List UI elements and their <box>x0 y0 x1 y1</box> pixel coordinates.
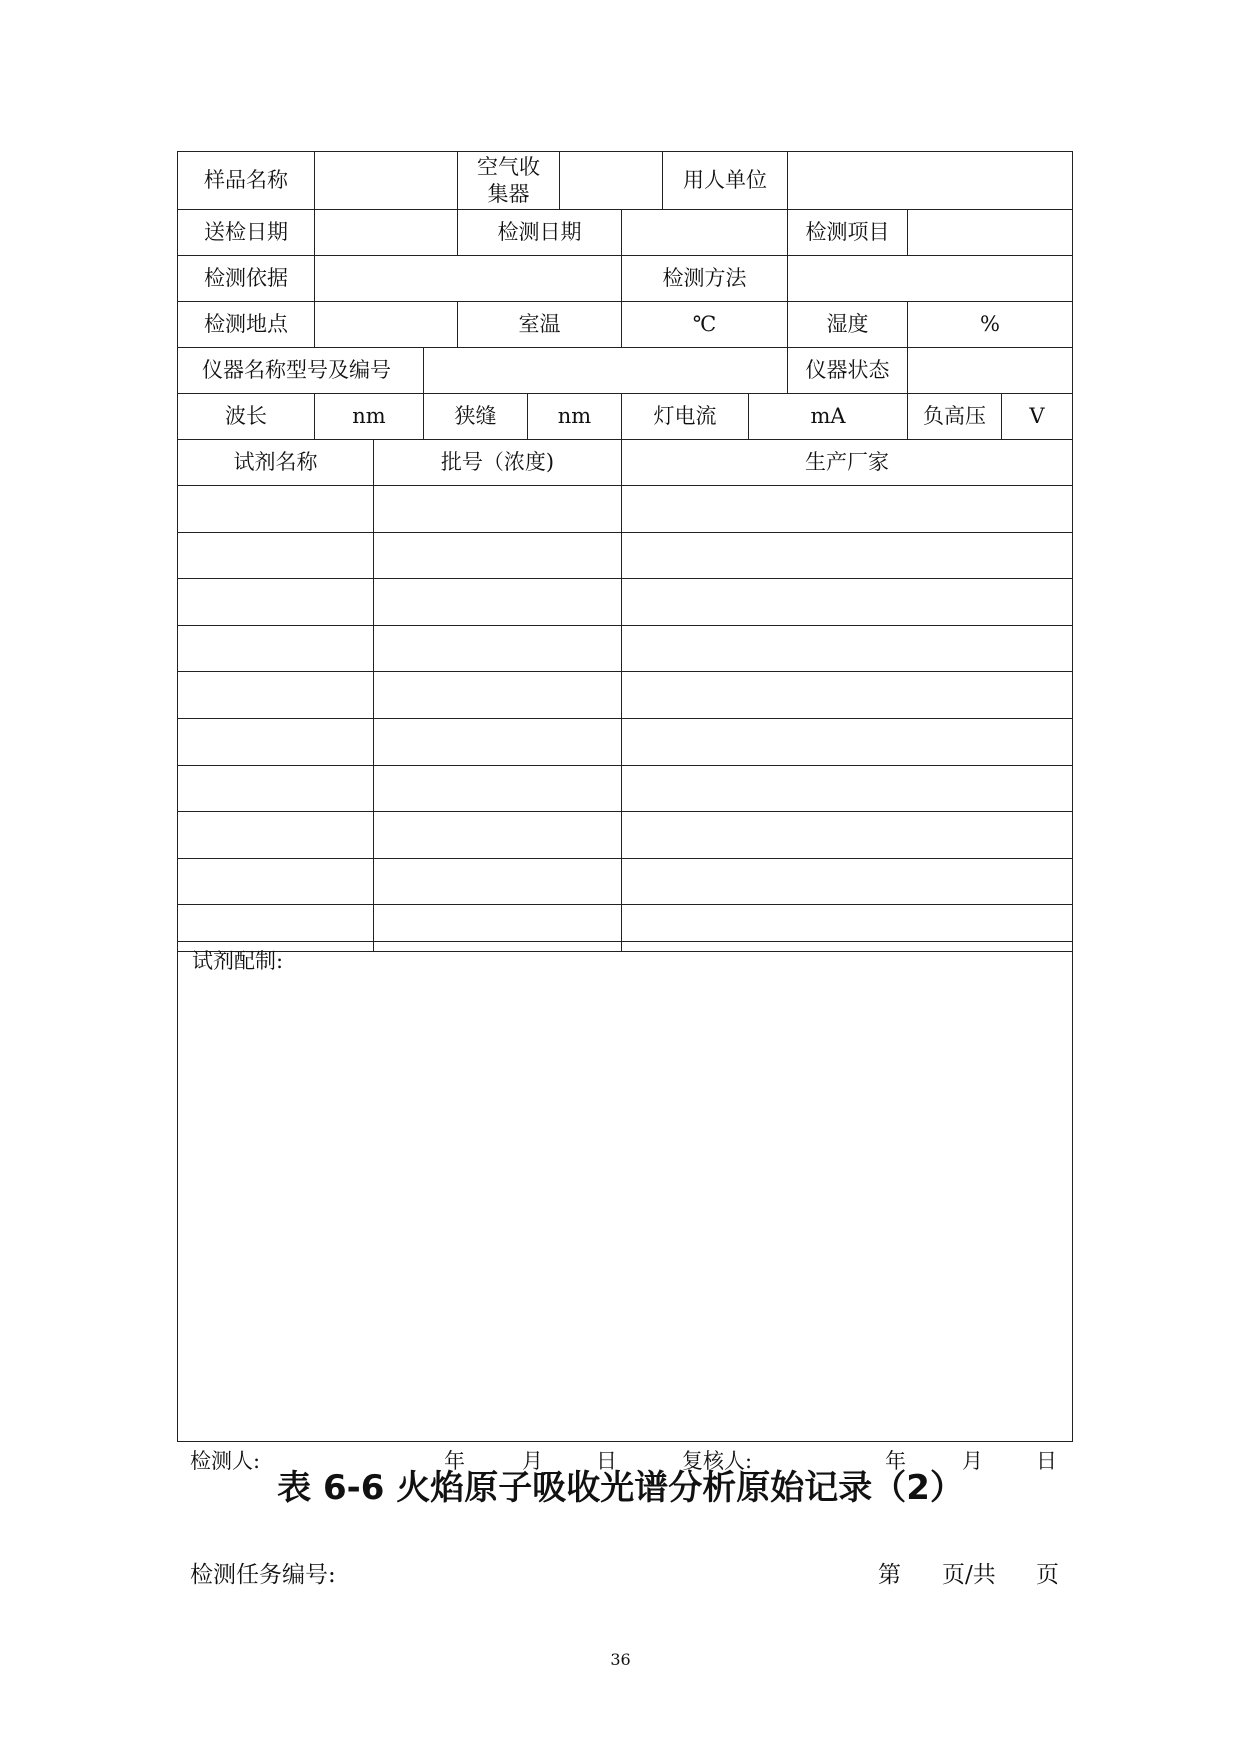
humidity-label: 湿度 <box>787 301 908 348</box>
test-item-label: 检测项目 <box>787 209 908 256</box>
page-title: 表 6-6 火焰原子吸收光谱分析原始记录（2） <box>277 1468 964 1508</box>
reagent-maker-cell[interactable] <box>621 858 1073 905</box>
reagent-maker-cell[interactable] <box>621 765 1073 812</box>
reagent-batch-cell[interactable] <box>373 671 622 719</box>
reagent-name-cell[interactable] <box>177 625 374 672</box>
tester-day: 日 <box>596 1449 617 1473</box>
test-item-field[interactable] <box>907 209 1073 256</box>
reagent-name-cell[interactable] <box>177 858 374 905</box>
reagent-name-header: 试剂名称 <box>177 439 374 486</box>
tester-label: 检测人: <box>190 1449 261 1473</box>
page-di: 第 <box>878 1562 901 1588</box>
basis-field[interactable] <box>314 255 622 302</box>
instrument-field[interactable] <box>423 347 788 394</box>
reagent-maker-cell[interactable] <box>621 532 1073 579</box>
reagent-name-cell[interactable] <box>177 811 374 859</box>
instrument-label: 仪器名称型号及编号 <box>177 347 424 394</box>
reagent-name-cell[interactable] <box>177 718 374 766</box>
reagent-batch-cell[interactable] <box>373 532 622 579</box>
reagent-name-cell[interactable] <box>177 485 374 533</box>
basis-label: 检测依据 <box>177 255 315 302</box>
reagent-batch-cell[interactable] <box>373 718 622 766</box>
send-date-label: 送检日期 <box>177 209 315 256</box>
method-field[interactable] <box>787 255 1073 302</box>
test-date-label: 检测日期 <box>457 209 622 256</box>
slit-label: 狭缝 <box>423 393 528 440</box>
tester-month: 月 <box>522 1449 543 1473</box>
slit-field[interactable]: nm <box>527 393 622 440</box>
reagent-maker-cell[interactable] <box>621 718 1073 766</box>
page-number: 36 <box>610 1650 631 1669</box>
reviewer-year: 年 <box>885 1449 906 1473</box>
status-field[interactable] <box>907 347 1073 394</box>
unit-label: 用人单位 <box>662 151 788 210</box>
reviewer-month: 月 <box>962 1449 983 1473</box>
test-date-field[interactable] <box>621 209 788 256</box>
send-date-field[interactable] <box>314 209 458 256</box>
high-voltage-label: 负高压 <box>907 393 1002 440</box>
reagent-maker-cell[interactable] <box>621 811 1073 859</box>
reagent-batch-header: 批号（浓度) <box>373 439 622 486</box>
task-number-label: 检测任务编号: <box>190 1562 336 1588</box>
collector-label: 空气收 集器 <box>457 151 560 210</box>
reagent-prep-area[interactable] <box>177 941 1073 1442</box>
reagent-batch-cell[interactable] <box>373 811 622 859</box>
reagent-batch-cell[interactable] <box>373 578 622 626</box>
method-label: 检测方法 <box>621 255 788 302</box>
tester-year: 年 <box>444 1449 465 1473</box>
humidity-field[interactable]: % <box>907 301 1073 348</box>
reagent-maker-cell[interactable] <box>621 671 1073 719</box>
reagent-maker-header: 生产厂家 <box>621 439 1073 486</box>
reagent-batch-cell[interactable] <box>373 485 622 533</box>
reagent-name-cell[interactable] <box>177 532 374 579</box>
sample-name-label: 样品名称 <box>177 151 315 210</box>
lamp-current-label: 灯电流 <box>621 393 749 440</box>
lamp-current-field[interactable]: mA <box>748 393 908 440</box>
reagent-maker-cell[interactable] <box>621 485 1073 533</box>
page-of: 页/共 <box>942 1562 996 1588</box>
room-temp-field[interactable]: ℃ <box>621 301 788 348</box>
collector-field[interactable] <box>559 151 663 210</box>
location-label: 检测地点 <box>177 301 315 348</box>
reviewer-label: 复核人: <box>682 1449 753 1473</box>
reviewer-day: 日 <box>1036 1449 1057 1473</box>
unit-field[interactable] <box>787 151 1073 210</box>
reagent-batch-cell[interactable] <box>373 858 622 905</box>
reagent-name-cell[interactable] <box>177 765 374 812</box>
reagent-maker-cell[interactable] <box>621 625 1073 672</box>
page-end: 页 <box>1036 1562 1059 1588</box>
reagent-batch-cell[interactable] <box>373 765 622 812</box>
reagent-maker-cell[interactable] <box>621 578 1073 626</box>
wavelength-label: 波长 <box>177 393 315 440</box>
wavelength-field[interactable]: nm <box>314 393 424 440</box>
reagent-name-cell[interactable] <box>177 578 374 626</box>
room-temp-label: 室温 <box>457 301 622 348</box>
location-field[interactable] <box>314 301 458 348</box>
status-label: 仪器状态 <box>787 347 908 394</box>
reagent-prep-label: 试剂配制: <box>192 949 284 973</box>
reagent-batch-cell[interactable] <box>373 625 622 672</box>
reagent-name-cell[interactable] <box>177 671 374 719</box>
sample-name-field[interactable] <box>314 151 458 210</box>
high-voltage-field[interactable]: V <box>1001 393 1073 440</box>
